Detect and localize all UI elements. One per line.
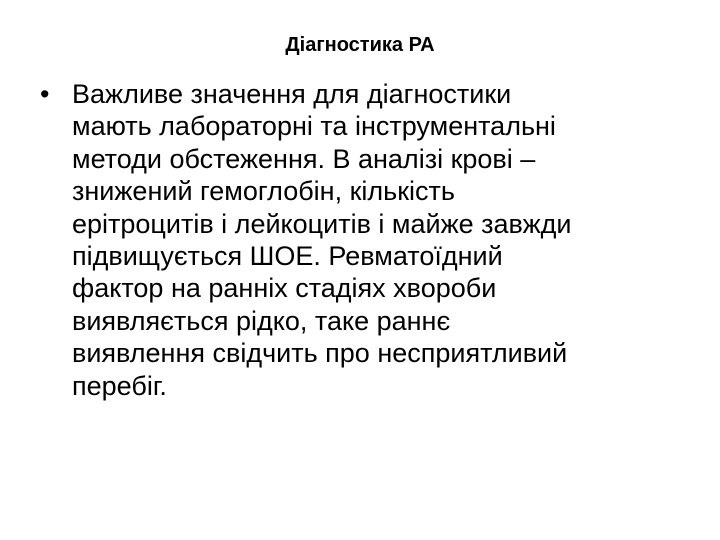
bullet-item [36, 78, 696, 402]
bullet-marker: • [40, 79, 50, 109]
bullet-text-line: виявляється рідко, таке раннє [72, 305, 451, 336]
bullet-text-line: мають лабораторні та інструментальні [72, 111, 556, 142]
slide-title: Діагностика РА [285, 34, 435, 56]
bullet-text-line: Важливе значення для діагностики [72, 79, 512, 109]
bullet-list [36, 78, 696, 402]
bullet-text-line: перебіг. [72, 370, 167, 401]
bullet-text-line: підвищується ШОЕ. Ревматоїдний [72, 241, 503, 272]
bullet-text-line: ерітроцитів і лейкоцитів і майже завжди [72, 208, 572, 239]
bullet-text-line: виявлення свідчить про несприятливий [72, 338, 568, 369]
bullet-text-line: фактор на ранніх стадіях хвороби [72, 273, 497, 304]
bullet-text-line: методи обстеження. В аналізі крові – [72, 143, 536, 174]
bullet-text-line: знижений гемоглобін, кількість [72, 176, 455, 207]
